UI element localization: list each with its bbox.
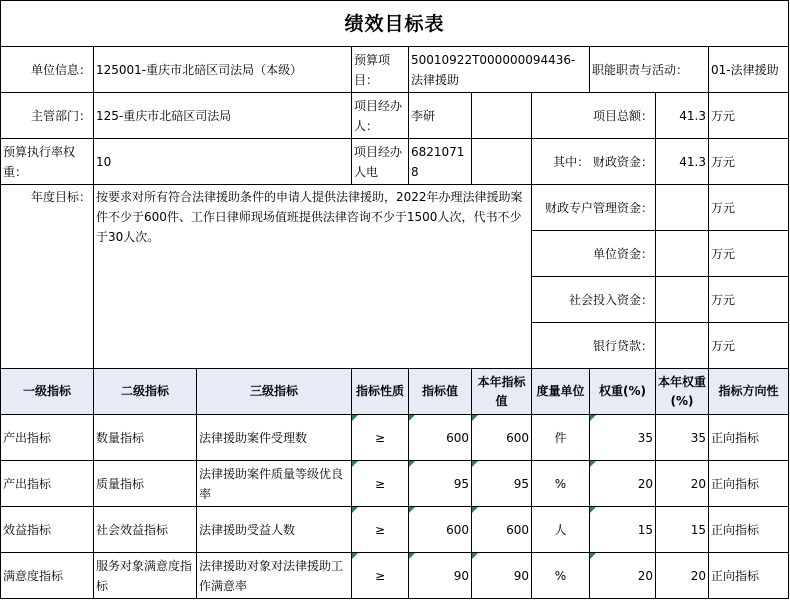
indicator-header-row: [1, 369, 789, 415]
bank-loan-value[interactable]: [656, 323, 709, 369]
fiscal-fund-label: 其中： 财政资金：: [532, 139, 656, 185]
fiscal-fund-unit: 万元: [709, 139, 789, 185]
table-row: [1, 461, 789, 507]
weight-cell[interactable]: 20: [590, 461, 656, 507]
dept-label: 主管部门：: [1, 93, 94, 139]
value-cell[interactable]: 95: [409, 461, 472, 507]
col-header-level2: 二级指标: [94, 369, 197, 415]
dept-value[interactable]: 125-重庆市北碚区司法局: [94, 93, 352, 139]
social-fund-label: 社会投入资金：: [532, 277, 656, 323]
level2-cell[interactable]: 质量指标: [94, 461, 197, 507]
value-cell[interactable]: 600: [409, 507, 472, 553]
page-title: 绩效目标表: [1, 1, 789, 47]
social-fund-unit: 万元: [709, 277, 789, 323]
value-cell[interactable]: 600: [409, 415, 472, 461]
year-weight-cell[interactable]: 20: [656, 461, 709, 507]
total-unit: 万元: [709, 93, 789, 139]
col-header-level1: 一级指标: [1, 369, 94, 415]
annual-goal-label: 年度目标：: [1, 185, 94, 369]
budget-item-value[interactable]: 50010922T000000094436-法律援助: [409, 47, 590, 93]
level2-cell[interactable]: 数量指标: [94, 415, 197, 461]
nature-cell[interactable]: ≥: [352, 507, 409, 553]
total-value[interactable]: 41.3: [656, 93, 709, 139]
year-weight-cell[interactable]: 20: [656, 553, 709, 599]
unit-info-value[interactable]: 125001-重庆市北碚区司法局（本级）: [94, 47, 352, 93]
level3-cell[interactable]: 法律援助案件质量等级优良率: [197, 461, 352, 507]
bank-loan-unit: 万元: [709, 323, 789, 369]
weight-cell[interactable]: 35: [590, 415, 656, 461]
unit-cell[interactable]: 件: [532, 415, 590, 461]
direction-cell[interactable]: 正向指标: [709, 461, 789, 507]
col-header-level3: 三级指标: [197, 369, 352, 415]
col-header-year-value: 本年指标值: [472, 369, 532, 415]
level2-cell[interactable]: 服务对象满意度指标: [94, 553, 197, 599]
value-cell[interactable]: 90: [409, 553, 472, 599]
total-label: 项目总额：: [532, 93, 656, 139]
bank-loan-label: 银行贷款：: [532, 323, 656, 369]
table-row: [1, 507, 789, 553]
year-weight-cell[interactable]: 15: [656, 507, 709, 553]
col-header-year-weight: 本年权重(%): [656, 369, 709, 415]
year-value-cell[interactable]: 600: [472, 507, 532, 553]
annual-goal-text[interactable]: 按要求对所有符合法律援助条件的申请人提供法律援助，2022年办理法律援助案件不少于600件、工作日律师现场值班提供法律咨询不少于1500人次，代书不少于30人次。: [94, 185, 532, 369]
year-value-cell[interactable]: 90: [472, 553, 532, 599]
phone-label: 项目经办人电: [352, 139, 409, 185]
col-header-weight: 权重(%): [590, 369, 656, 415]
unit-fund-label: 单位资金：: [532, 231, 656, 277]
nature-cell[interactable]: ≥: [352, 415, 409, 461]
special-fund-value[interactable]: [656, 185, 709, 231]
phone-value[interactable]: 68210718: [409, 139, 472, 185]
level3-cell[interactable]: 法律援助受益人数: [197, 507, 352, 553]
fiscal-fund-value[interactable]: 41.3: [656, 139, 709, 185]
table-row: [1, 553, 789, 599]
direction-cell[interactable]: 正向指标: [709, 507, 789, 553]
weight-label: 预算执行率权重：: [1, 139, 94, 185]
handler-value[interactable]: 李研: [409, 93, 472, 139]
col-header-direction: 指标方向性: [709, 369, 789, 415]
level3-cell[interactable]: 法律援助对象对法律援助工作满意率: [197, 553, 352, 599]
year-value-cell[interactable]: 95: [472, 461, 532, 507]
level1-cell[interactable]: 产出指标: [1, 461, 94, 507]
unit-cell[interactable]: %: [532, 553, 590, 599]
nature-cell[interactable]: ≥: [352, 461, 409, 507]
year-weight-cell[interactable]: 35: [656, 415, 709, 461]
unit-info-label: 单位信息：: [1, 47, 94, 93]
col-header-value: 指标值: [409, 369, 472, 415]
col-header-unit: 度量单位: [532, 369, 590, 415]
level1-cell[interactable]: 满意度指标: [1, 553, 94, 599]
budget-item-label: 预算项目：: [352, 47, 409, 93]
weight-value[interactable]: 10: [94, 139, 352, 185]
level1-cell[interactable]: 效益指标: [1, 507, 94, 553]
level1-cell[interactable]: 产出指标: [1, 415, 94, 461]
weight-cell[interactable]: 15: [590, 507, 656, 553]
direction-cell[interactable]: 正向指标: [709, 415, 789, 461]
unit-cell[interactable]: %: [532, 461, 590, 507]
social-fund-value[interactable]: [656, 277, 709, 323]
year-value-cell[interactable]: 600: [472, 415, 532, 461]
nature-cell[interactable]: ≥: [352, 553, 409, 599]
level2-cell[interactable]: 社会效益指标: [94, 507, 197, 553]
level3-cell[interactable]: 法律援助案件受理数: [197, 415, 352, 461]
unit-fund-unit: 万元: [709, 231, 789, 277]
handler-label: 项目经办人：: [352, 93, 409, 139]
col-header-nature: 指标性质: [352, 369, 409, 415]
blank-cell: [472, 93, 532, 139]
weight-cell[interactable]: 20: [590, 553, 656, 599]
unit-cell[interactable]: 人: [532, 507, 590, 553]
special-fund-label: 财政专户管理资金：: [532, 185, 656, 231]
blank-cell: [472, 139, 532, 185]
function-value[interactable]: 01-法律援助: [709, 47, 789, 93]
function-label: 职能职责与活动：: [590, 47, 709, 93]
special-fund-unit: 万元: [709, 185, 789, 231]
unit-fund-value[interactable]: [656, 231, 709, 277]
table-row: [1, 415, 789, 461]
direction-cell[interactable]: 正向指标: [709, 553, 789, 599]
